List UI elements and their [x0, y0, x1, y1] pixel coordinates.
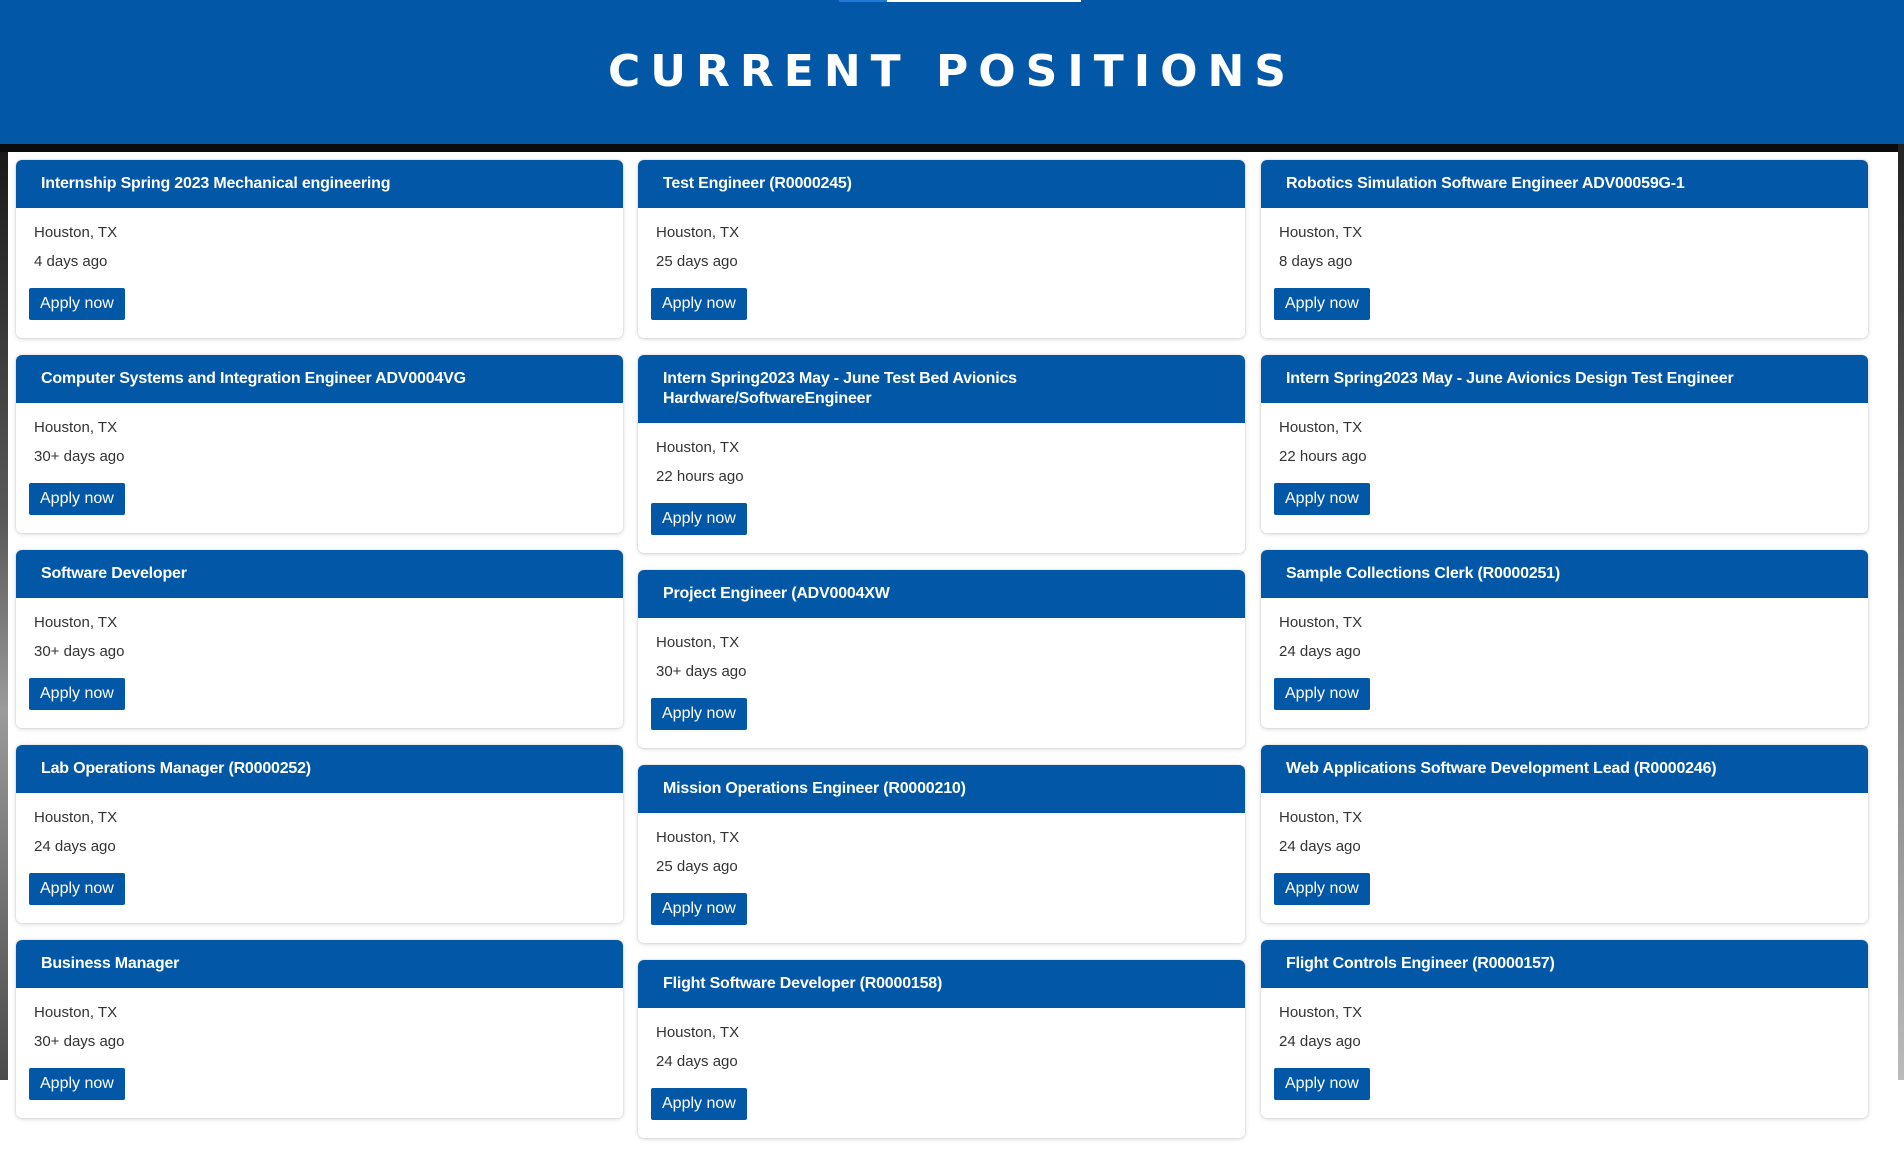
- job-card: [638, 765, 1245, 943]
- job-title[interactable]: Business Manager: [16, 940, 623, 988]
- job-location: Houston, TX: [656, 829, 740, 846]
- apply-now-button[interactable]: Apply now: [1274, 288, 1370, 320]
- job-card: [16, 550, 623, 728]
- job-posted: 24 days ago: [1279, 1033, 1361, 1050]
- job-location: Houston, TX: [656, 439, 740, 456]
- job-posted: 30+ days ago: [656, 663, 747, 680]
- nav-indicator: [887, 0, 1081, 2]
- job-title[interactable]: Test Engineer (R0000245): [638, 160, 1245, 208]
- job-posted: 4 days ago: [34, 253, 108, 270]
- job-title[interactable]: Lab Operations Manager (R0000252): [16, 745, 623, 793]
- job-location: Houston, TX: [34, 809, 118, 826]
- job-title[interactable]: Internship Spring 2023 Mechanical engineering: [16, 160, 623, 208]
- apply-now-button[interactable]: Apply now: [651, 503, 747, 535]
- job-title[interactable]: Project Engineer (ADV0004XW: [638, 570, 1245, 618]
- apply-now-button[interactable]: Apply now: [1274, 873, 1370, 905]
- apply-now-button[interactable]: Apply now: [1274, 1068, 1370, 1100]
- apply-now-button[interactable]: Apply now: [29, 678, 125, 710]
- job-location: Houston, TX: [1279, 419, 1363, 436]
- job-location: Houston, TX: [656, 224, 740, 241]
- job-posted: 25 days ago: [656, 858, 738, 875]
- job-title[interactable]: Robotics Simulation Software Engineer ADV00059G-1: [1261, 160, 1868, 208]
- job-posted: 24 days ago: [34, 838, 116, 855]
- apply-now-button[interactable]: Apply now: [29, 1068, 125, 1100]
- job-card: [638, 160, 1245, 338]
- job-title[interactable]: Web Applications Software Development Lead (R0000246): [1261, 745, 1868, 793]
- job-posted: 22 hours ago: [1279, 448, 1367, 465]
- job-posted: 25 days ago: [656, 253, 738, 270]
- job-title[interactable]: Sample Collections Clerk (R0000251): [1261, 550, 1868, 598]
- job-card: [638, 570, 1245, 748]
- job-title[interactable]: Software Developer: [16, 550, 623, 598]
- job-card: [16, 160, 623, 338]
- apply-now-button[interactable]: Apply now: [651, 698, 747, 730]
- apply-now-button[interactable]: Apply now: [651, 1088, 747, 1120]
- job-posted: 24 days ago: [1279, 838, 1361, 855]
- job-title[interactable]: Intern Spring2023 May - June Test Bed Avionics Hardware/SoftwareEngineer: [638, 355, 1245, 423]
- job-location: Houston, TX: [1279, 614, 1363, 631]
- job-title[interactable]: Flight Controls Engineer (R0000157): [1261, 940, 1868, 988]
- job-column-2: [638, 160, 1245, 1155]
- nav-indicator-active: [839, 0, 887, 2]
- job-card: [638, 960, 1245, 1138]
- job-posted: 22 hours ago: [656, 468, 744, 485]
- job-board: [8, 152, 1898, 1112]
- apply-now-button[interactable]: Apply now: [1274, 483, 1370, 515]
- job-posted: 30+ days ago: [34, 643, 125, 660]
- page-header: [0, 0, 1904, 144]
- job-location: Houston, TX: [1279, 224, 1363, 241]
- job-card: [1261, 355, 1868, 533]
- apply-now-button[interactable]: Apply now: [29, 288, 125, 320]
- job-column-3: [1261, 160, 1868, 1135]
- job-posted: 30+ days ago: [34, 1033, 125, 1050]
- job-title[interactable]: Intern Spring2023 May - June Avionics Design Test Engineer: [1261, 355, 1868, 403]
- job-location: Houston, TX: [1279, 1004, 1363, 1021]
- window-scrollbar[interactable]: [1898, 144, 1904, 1080]
- job-title[interactable]: Flight Software Developer (R0000158): [638, 960, 1245, 1008]
- job-card: [638, 355, 1245, 553]
- job-card: [16, 940, 623, 1118]
- job-location: Houston, TX: [34, 1004, 118, 1021]
- job-posted: 24 days ago: [656, 1053, 738, 1070]
- apply-now-button[interactable]: Apply now: [29, 873, 125, 905]
- job-card: [1261, 550, 1868, 728]
- frame-edge-left: [0, 152, 8, 1080]
- job-title[interactable]: Mission Operations Engineer (R0000210): [638, 765, 1245, 813]
- frame-edge-top: [0, 144, 1904, 152]
- job-location: Houston, TX: [656, 1024, 740, 1041]
- apply-now-button[interactable]: Apply now: [651, 893, 747, 925]
- job-card: [1261, 940, 1868, 1118]
- job-location: Houston, TX: [34, 614, 118, 631]
- job-posted: 30+ days ago: [34, 448, 125, 465]
- job-location: Houston, TX: [34, 224, 118, 241]
- job-card: [16, 745, 623, 923]
- job-card: [1261, 160, 1868, 338]
- apply-now-button[interactable]: Apply now: [1274, 678, 1370, 710]
- apply-now-button[interactable]: Apply now: [651, 288, 747, 320]
- job-column-1: [16, 160, 623, 1135]
- job-posted: 8 days ago: [1279, 253, 1353, 270]
- job-location: Houston, TX: [656, 634, 740, 651]
- job-location: Houston, TX: [34, 419, 118, 436]
- job-posted: 24 days ago: [1279, 643, 1361, 660]
- job-title[interactable]: Computer Systems and Integration Engineer ADV0004VG: [16, 355, 623, 403]
- job-card: [1261, 745, 1868, 923]
- job-card: [16, 355, 623, 533]
- job-location: Houston, TX: [1279, 809, 1363, 826]
- apply-now-button[interactable]: Apply now: [29, 483, 125, 515]
- page-title: CURRENT POSITIONS: [607, 46, 1296, 97]
